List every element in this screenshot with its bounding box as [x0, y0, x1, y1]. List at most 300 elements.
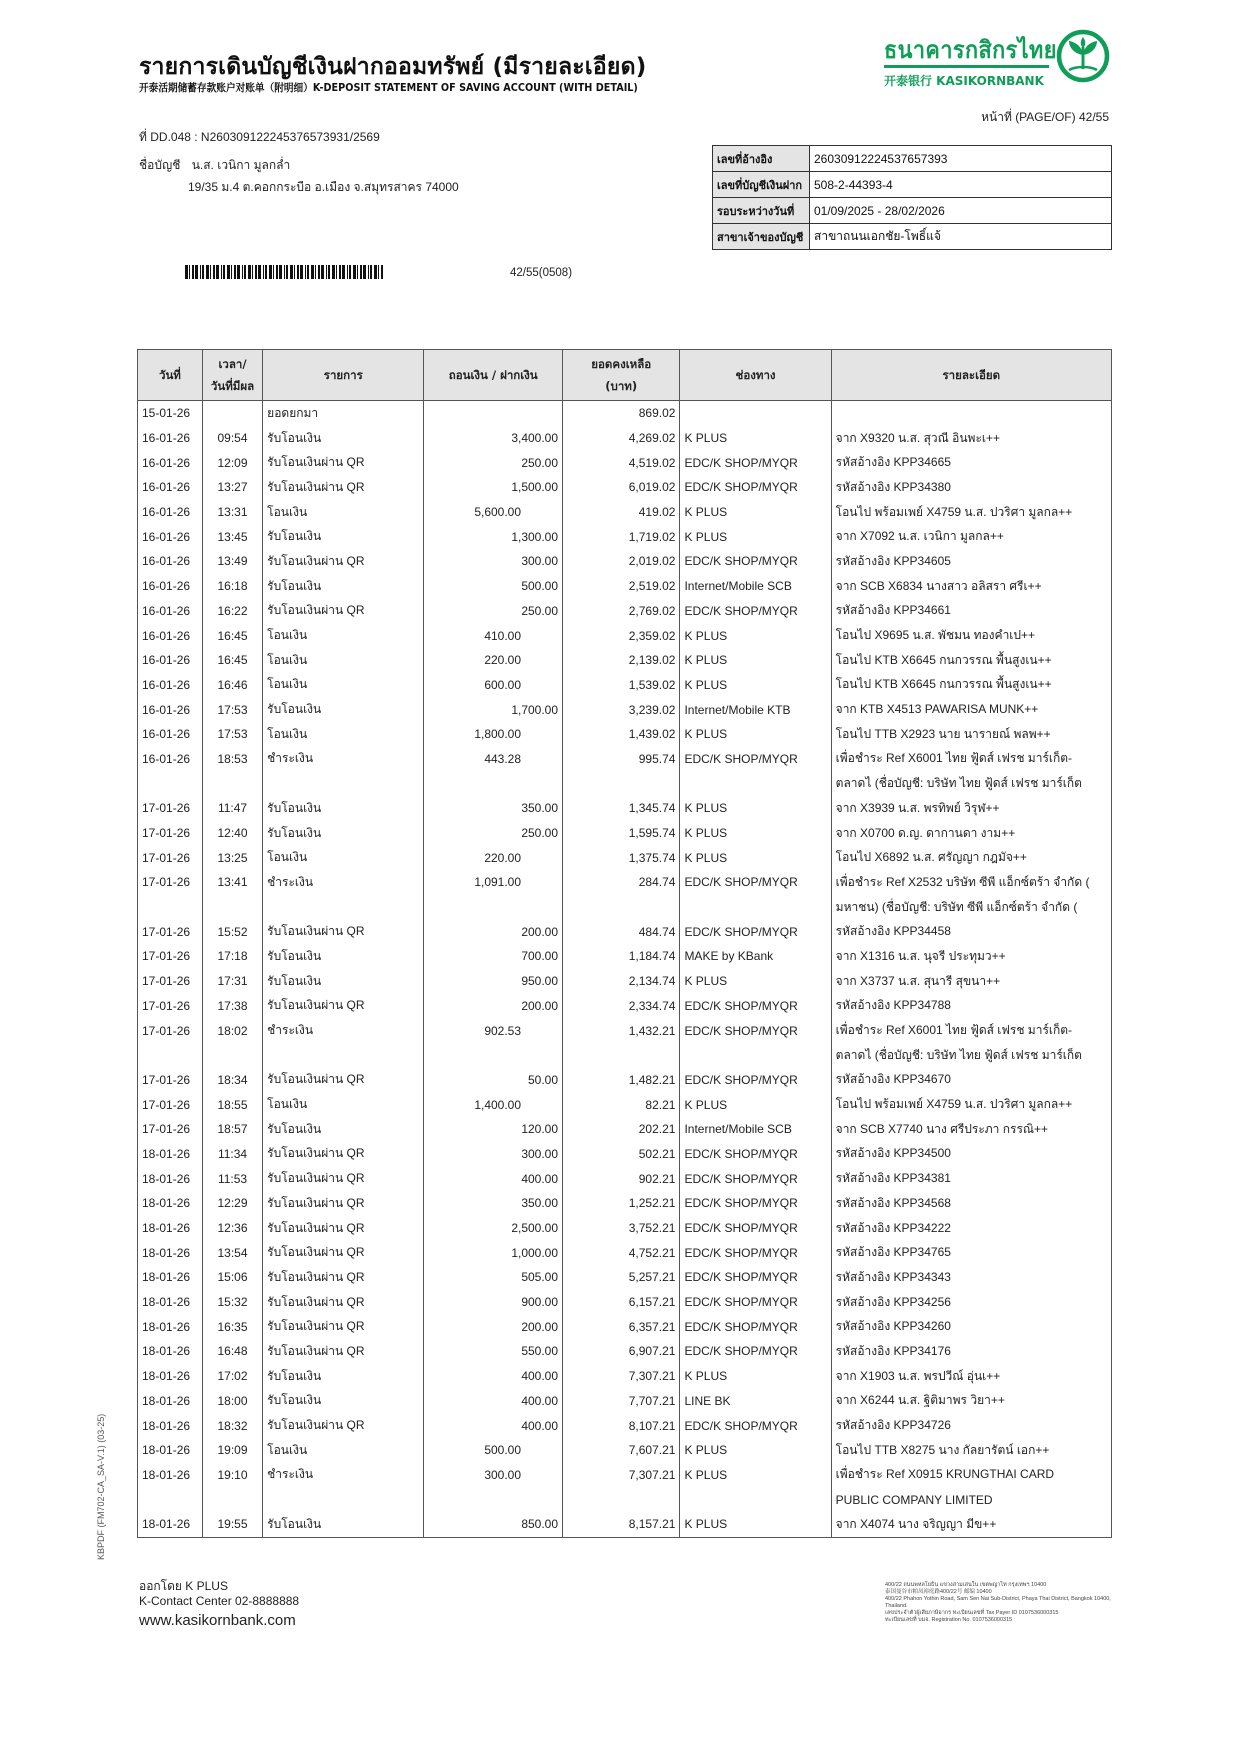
- row-balance: 1,595.74: [563, 821, 680, 846]
- info-value: สาขาถนนเอกชัย-โพธิ์แจ้: [810, 224, 1112, 250]
- row-amount: [424, 747, 563, 772]
- row-detail: โอนไป KTB X6645 กนกวรรณ พื้นสูงเน++: [831, 648, 1111, 673]
- row-time: 19:10: [202, 1463, 262, 1488]
- row-balance: 3,239.02: [563, 697, 680, 722]
- row-date: 16-01-26: [138, 426, 203, 451]
- row-date: 16-01-26: [138, 623, 203, 648]
- row-balance: 4,519.02: [563, 450, 680, 475]
- row-channel: K PLUS: [680, 1512, 831, 1537]
- row-item: รับโอนเงินผ่าน QR: [263, 1142, 424, 1167]
- empty-cell: [563, 771, 680, 796]
- empty-cell: [138, 771, 203, 796]
- row-channel: EDC/K SHOP/MYQR: [680, 870, 831, 895]
- document-number: ที่ DD.048 : N260309122245376573931/2569: [139, 130, 380, 144]
- row-deposit: 700.00: [521, 949, 559, 964]
- row-deposit: 1,700.00: [511, 702, 559, 717]
- row-channel: K PLUS: [680, 796, 831, 821]
- row-deposit: 3,400.00: [511, 431, 559, 446]
- row-detail-continued: PUBLIC COMPANY LIMITED: [831, 1487, 1111, 1512]
- barcode-bar: [210, 265, 211, 279]
- barcode-bar: [294, 265, 295, 279]
- row-time: 18:34: [202, 1068, 262, 1093]
- barcode-bar: [189, 265, 190, 279]
- row-time: 17:02: [202, 1364, 262, 1389]
- row-balance: 6,357.21: [563, 1314, 680, 1339]
- issued-by: ออกโดย K PLUS: [139, 1579, 228, 1593]
- row-channel: K PLUS: [680, 524, 831, 549]
- row-balance: 1,539.02: [563, 673, 680, 698]
- row-balance: 902.21: [563, 1166, 680, 1191]
- row-balance: 995.74: [563, 747, 680, 772]
- account-name-label: ชื่อบัญชี: [139, 158, 181, 172]
- row-deposit: 50.00: [528, 1072, 559, 1087]
- empty-cell: [202, 895, 262, 920]
- row-channel: MAKE by KBank: [680, 944, 831, 969]
- info-label: เลขที่อ้างอิง: [713, 146, 810, 172]
- row-channel: K PLUS: [680, 623, 831, 648]
- row-item: รับโอนเงินผ่าน QR: [263, 549, 424, 574]
- row-item: โอนเงิน: [263, 1438, 424, 1463]
- row-detail: โอนไป X6892 น.ส. ศรัญญา กฎมัจ++: [831, 845, 1111, 870]
- row-amount: [424, 969, 563, 994]
- row-date: 17-01-26: [138, 919, 203, 944]
- table-row: [138, 870, 1112, 895]
- row-deposit: 200.00: [521, 998, 559, 1013]
- barcode-bar: [353, 265, 356, 279]
- row-date: 18-01-26: [138, 1413, 203, 1438]
- row-channel: EDC/K SHOP/MYQR: [680, 1142, 831, 1167]
- row-date: 18-01-26: [138, 1166, 203, 1191]
- row-channel: K PLUS: [680, 845, 831, 870]
- empty-cell: [680, 771, 831, 796]
- empty-cell: [424, 1487, 563, 1512]
- row-withdraw: 500.00: [484, 1443, 522, 1458]
- row-deposit: 1,500.00: [511, 480, 559, 495]
- row-item: ชำระเงิน: [263, 747, 424, 772]
- row-amount: [424, 500, 563, 525]
- barcode-bar: [363, 265, 366, 279]
- row-item: รับโอนเงิน: [263, 1364, 424, 1389]
- row-detail: รหัสอ้างอิง KPP34765: [831, 1240, 1111, 1265]
- table-row: [138, 401, 1112, 426]
- row-detail: รหัสอ้างอิง KPP34222: [831, 1216, 1111, 1241]
- row-date: 17-01-26: [138, 944, 203, 969]
- table-row: [138, 994, 1112, 1019]
- row-time: 12:36: [202, 1216, 262, 1241]
- table-row: [138, 1339, 1112, 1364]
- row-withdraw: 443.28: [484, 751, 522, 766]
- row-channel: EDC/K SHOP/MYQR: [680, 747, 831, 772]
- table-row: [138, 969, 1112, 994]
- row-item: รับโอนเงินผ่าน QR: [263, 1166, 424, 1191]
- row-detail: เพื่อชำระ Ref X0915 KRUNGTHAI CARD: [831, 1463, 1111, 1488]
- row-balance: 1,432.21: [563, 1018, 680, 1043]
- row-balance: 2,139.02: [563, 648, 680, 673]
- row-detail: รหัสอ้างอิง KPP34343: [831, 1265, 1111, 1290]
- row-time: 16:45: [202, 623, 262, 648]
- row-item: รับโอนเงินผ่าน QR: [263, 1413, 424, 1438]
- row-item: รับโอนเงิน: [263, 697, 424, 722]
- barcode-bar: [357, 265, 358, 279]
- row-balance: 8,157.21: [563, 1512, 680, 1537]
- row-amount: [424, 1265, 563, 1290]
- table-row: [138, 1216, 1112, 1241]
- info-label: สาขาเจ้าของบัญชี: [713, 224, 810, 250]
- row-detail: เพื่อชำระ Ref X6001 ไทย ฟู้ดส์ เฟรช มาร์เก็ต-: [831, 747, 1111, 772]
- row-channel: Internet/Mobile SCB: [680, 1117, 831, 1142]
- row-withdraw: 300.00: [484, 1467, 522, 1482]
- table-row: [138, 1463, 1112, 1488]
- account-name: น.ส. เวนิกา มูลกล่ำ: [191, 158, 291, 172]
- row-time: 18:32: [202, 1413, 262, 1438]
- row-date: 16-01-26: [138, 500, 203, 525]
- table-row: [138, 1117, 1112, 1142]
- row-detail: โอนไป พร้อมเพย์ X4759 น.ส. ปวริศา มูลกล++: [831, 1092, 1111, 1117]
- empty-cell: [138, 1487, 203, 1512]
- barcode-bar: [213, 265, 215, 279]
- barcode-bar: [195, 265, 198, 279]
- row-detail: รหัสอ้างอิง KPP34726: [831, 1413, 1111, 1438]
- barcode-bar: [332, 265, 335, 279]
- row-item: รับโอนเงิน: [263, 821, 424, 846]
- row-detail: รหัสอ้างอิง KPP34605: [831, 549, 1111, 574]
- row-deposit: 120.00: [521, 1122, 559, 1137]
- barcode-bar: [265, 265, 267, 279]
- empty-cell: [263, 895, 424, 920]
- row-deposit: 250.00: [521, 455, 559, 470]
- row-item: โอนเงิน: [263, 673, 424, 698]
- bank-name-en: 开泰银行 KASIKORNBANK: [884, 74, 1044, 88]
- row-item: ชำระเงิน: [263, 1018, 424, 1043]
- barcode-bar: [297, 265, 299, 279]
- row-item: รับโอนเงินผ่าน QR: [263, 599, 424, 624]
- bank-website: www.kasikornbank.com: [139, 1612, 296, 1629]
- row-item: รับโอนเงิน: [263, 426, 424, 451]
- row-channel: EDC/K SHOP/MYQR: [680, 1166, 831, 1191]
- row-balance: 1,375.74: [563, 845, 680, 870]
- row-balance: 1,439.02: [563, 722, 680, 747]
- row-balance: 4,752.21: [563, 1240, 680, 1265]
- row-date: 17-01-26: [138, 1068, 203, 1093]
- row-time: [202, 401, 262, 426]
- empty-cell: [263, 1043, 424, 1068]
- row-amount: [424, 1068, 563, 1093]
- row-balance: 6,019.02: [563, 475, 680, 500]
- row-deposit: 300.00: [521, 554, 559, 569]
- table-row: [138, 1438, 1112, 1463]
- row-withdraw: 1,091.00: [474, 875, 522, 890]
- barcode-bar: [269, 265, 272, 279]
- barcode-bar: [342, 265, 345, 279]
- row-amount: [424, 1142, 563, 1167]
- row-withdraw: 220.00: [484, 653, 522, 668]
- row-detail: โอนไป KTB X6645 กนกวรรณ พื้นสูงเน++: [831, 673, 1111, 698]
- row-withdraw: 1,400.00: [474, 1097, 522, 1112]
- table-row: [138, 1191, 1112, 1216]
- table-row: [138, 796, 1112, 821]
- row-amount: [424, 697, 563, 722]
- barcode-bar: [237, 265, 240, 279]
- table-row-continuation: [138, 895, 1112, 920]
- row-channel: EDC/K SHOP/MYQR: [680, 475, 831, 500]
- bank-logo: [878, 28, 1116, 98]
- row-channel: K PLUS: [680, 722, 831, 747]
- row-time: 13:31: [202, 500, 262, 525]
- statement-title-en: 开泰活期储蓄存款账户对账单（附明细）K-DEPOSIT STATEMENT OF SAVING ACCOUNT (WITH DETAIL): [139, 82, 638, 94]
- header-time-line1: เวลา/: [218, 357, 247, 371]
- barcode-bar: [305, 265, 306, 279]
- table-row: [138, 500, 1112, 525]
- row-detail: จาก X4074 นาง จริญญา มีข++: [831, 1512, 1111, 1537]
- row-channel: EDC/K SHOP/MYQR: [680, 1339, 831, 1364]
- row-balance: 1,482.21: [563, 1068, 680, 1093]
- table-row: [138, 524, 1112, 549]
- row-deposit: 400.00: [521, 1393, 559, 1408]
- row-detail: จาก X9320 น.ส. สุวณี อินพะเ++: [831, 426, 1111, 451]
- barcode-bar: [263, 265, 264, 279]
- row-deposit: 950.00: [521, 974, 559, 989]
- row-time: 17:18: [202, 944, 262, 969]
- row-channel: EDC/K SHOP/MYQR: [680, 1265, 831, 1290]
- barcode-bar: [279, 265, 282, 279]
- row-item: รับโอนเงินผ่าน QR: [263, 919, 424, 944]
- row-time: 13:45: [202, 524, 262, 549]
- barcode-bar: [378, 265, 379, 279]
- row-detail: เพื่อชำระ Ref X6001 ไทย ฟู้ดส์ เฟรช มาร์เก็ต-: [831, 1018, 1111, 1043]
- row-amount: [424, 450, 563, 475]
- row-item: รับโอนเงิน: [263, 524, 424, 549]
- row-amount: [424, 1512, 563, 1537]
- row-time: 15:06: [202, 1265, 262, 1290]
- row-detail: จาก X1903 น.ส. พรปวีณ์ อุ่นเ++: [831, 1364, 1111, 1389]
- row-deposit: 400.00: [521, 1418, 559, 1433]
- barcode-bar: [290, 265, 293, 279]
- barcode-bar: [221, 265, 222, 279]
- row-amount: [424, 1413, 563, 1438]
- row-date: 18-01-26: [138, 1339, 203, 1364]
- row-amount: [424, 1092, 563, 1117]
- table-row: [138, 599, 1112, 624]
- empty-cell: [680, 1043, 831, 1068]
- kasikorn-leaf-icon: [1056, 29, 1110, 83]
- barcode-bar: [300, 265, 303, 279]
- row-date: 18-01-26: [138, 1389, 203, 1414]
- row-amount: [424, 821, 563, 846]
- barcode-bar: [273, 265, 274, 279]
- table-row: [138, 1240, 1112, 1265]
- row-amount: [424, 673, 563, 698]
- row-channel: Internet/Mobile SCB: [680, 574, 831, 599]
- row-time: 17:31: [202, 969, 262, 994]
- row-time: 18:02: [202, 1018, 262, 1043]
- row-balance: 6,907.21: [563, 1339, 680, 1364]
- row-date: 18-01-26: [138, 1216, 203, 1241]
- table-header-row: [138, 350, 1112, 401]
- row-date: 16-01-26: [138, 697, 203, 722]
- row-amount: [424, 1018, 563, 1043]
- row-item: รับโอนเงิน: [263, 1117, 424, 1142]
- table-row: [138, 1512, 1112, 1537]
- row-date: 16-01-26: [138, 722, 203, 747]
- row-date: 18-01-26: [138, 1191, 203, 1216]
- row-balance: 82.21: [563, 1092, 680, 1117]
- barcode-bar: [231, 265, 232, 279]
- row-channel: K PLUS: [680, 969, 831, 994]
- row-date: 16-01-26: [138, 475, 203, 500]
- row-time: 18:00: [202, 1389, 262, 1414]
- row-balance: 3,752.21: [563, 1216, 680, 1241]
- row-detail: จาก KTB X4513 PAWARISA MUNK++: [831, 697, 1111, 722]
- row-date: 18-01-26: [138, 1240, 203, 1265]
- row-detail: รหัสอ้างอิง KPP34381: [831, 1166, 1111, 1191]
- table-row: [138, 845, 1112, 870]
- row-amount: [424, 722, 563, 747]
- row-time: 11:34: [202, 1142, 262, 1167]
- row-item: รับโอนเงินผ่าน QR: [263, 1191, 424, 1216]
- row-balance: 1,184.74: [563, 944, 680, 969]
- barcode-bar: [311, 265, 314, 279]
- table-row: [138, 1068, 1112, 1093]
- fineprint-line: 400/22 ถนนพหลโยธิน แขวงสามเสนใน เขตพญาไท กรุงเทพฯ 10400: [885, 1582, 1047, 1588]
- row-date: 17-01-26: [138, 821, 203, 846]
- barcode-bar: [234, 265, 236, 279]
- header-item: รายการ: [263, 350, 424, 401]
- empty-cell: [263, 1487, 424, 1512]
- row-deposit: 200.00: [521, 924, 559, 939]
- row-detail: รหัสอ้างอิง KPP34256: [831, 1290, 1111, 1315]
- barcode-bar: [360, 265, 362, 279]
- row-detail: รหัสอ้างอิง KPP34670: [831, 1068, 1111, 1093]
- row-date: 17-01-26: [138, 1117, 203, 1142]
- barcode-bar: [328, 265, 330, 279]
- row-date: 18-01-26: [138, 1463, 203, 1488]
- header-date: วันที่: [138, 350, 203, 401]
- row-channel: K PLUS: [680, 500, 831, 525]
- row-amount: [424, 1290, 563, 1315]
- row-deposit: 1,000.00: [511, 1245, 559, 1260]
- row-item: ยอดยกมา: [263, 401, 424, 426]
- row-detail: รหัสอ้างอิง KPP34665: [831, 450, 1111, 475]
- barcode-bar: [370, 265, 372, 279]
- row-channel: K PLUS: [680, 1463, 831, 1488]
- row-detail: รหัสอ้างอิง KPP34458: [831, 919, 1111, 944]
- row-detail-continued: ตลาดไ (ชื่อบัญชี: บริษัท ไทย ฟู้ดส์ เฟรช มาร์เก็ต: [831, 1043, 1111, 1068]
- empty-cell: [563, 895, 680, 920]
- header-balance-line1: ยอดคงเหลือ: [591, 357, 652, 371]
- fineprint-line: ทะเบียนเลขที่ บมจ. Registration No. 0107536000315: [885, 1617, 1013, 1623]
- row-detail: [831, 401, 1111, 426]
- row-channel: EDC/K SHOP/MYQR: [680, 1290, 831, 1315]
- info-row: [713, 146, 1112, 172]
- row-time: 15:32: [202, 1290, 262, 1315]
- row-date: 17-01-26: [138, 994, 203, 1019]
- barcode-bar: [374, 265, 377, 279]
- row-deposit: 300.00: [521, 1146, 559, 1161]
- row-balance: 8,107.21: [563, 1413, 680, 1438]
- row-date: 17-01-26: [138, 1092, 203, 1117]
- row-deposit: 350.00: [521, 1196, 559, 1211]
- row-balance: 502.21: [563, 1142, 680, 1167]
- row-withdraw: 600.00: [484, 677, 522, 692]
- row-withdraw: 220.00: [484, 850, 522, 865]
- table-row: [138, 944, 1112, 969]
- empty-cell: [424, 895, 563, 920]
- row-deposit: 2,500.00: [511, 1221, 559, 1236]
- header-detail: รายละเอียด: [831, 350, 1111, 401]
- barcode-bar: [258, 265, 261, 279]
- row-channel: K PLUS: [680, 1364, 831, 1389]
- barcode-bar: [227, 265, 230, 279]
- row-balance: 1,345.74: [563, 796, 680, 821]
- row-amount: [424, 944, 563, 969]
- table-row: [138, 450, 1112, 475]
- row-time: 11:47: [202, 796, 262, 821]
- info-value: 01/09/2025 - 28/02/2026: [810, 198, 1112, 224]
- row-date: 17-01-26: [138, 845, 203, 870]
- barcode-bar: [244, 265, 246, 279]
- row-amount: [424, 1364, 563, 1389]
- info-label: เลขที่บัญชีเงินฝาก: [713, 172, 810, 198]
- row-time: 13:41: [202, 870, 262, 895]
- row-item: โอนเงิน: [263, 1092, 424, 1117]
- row-amount: [424, 1117, 563, 1142]
- barcode-bar: [318, 265, 320, 279]
- row-item: รับโอนเงิน: [263, 1512, 424, 1537]
- header-balance: [563, 350, 680, 401]
- bank-name-th: ธนาคารกสิกรไทย: [884, 36, 1057, 64]
- table-row: [138, 1265, 1112, 1290]
- row-item: โอนเงิน: [263, 500, 424, 525]
- empty-cell: [563, 1487, 680, 1512]
- row-channel: EDC/K SHOP/MYQR: [680, 994, 831, 1019]
- row-detail: รหัสอ้างอิง KPP34500: [831, 1142, 1111, 1167]
- barcode-bar: [202, 265, 204, 279]
- table-row: [138, 919, 1112, 944]
- row-amount: [424, 524, 563, 549]
- barcode-bar: [216, 265, 219, 279]
- row-time: 12:29: [202, 1191, 262, 1216]
- row-date: 18-01-26: [138, 1438, 203, 1463]
- row-date: 16-01-26: [138, 673, 203, 698]
- row-date: 16-01-26: [138, 747, 203, 772]
- row-amount: [424, 1463, 563, 1488]
- row-amount: [424, 549, 563, 574]
- row-amount: [424, 796, 563, 821]
- row-withdraw: 902.53: [484, 1023, 522, 1038]
- table-row: [138, 722, 1112, 747]
- row-date: 16-01-26: [138, 648, 203, 673]
- row-item: รับโอนเงิน: [263, 796, 424, 821]
- row-balance: 2,359.02: [563, 623, 680, 648]
- row-withdraw: 410.00: [484, 628, 522, 643]
- row-detail: โอนไป X9695 น.ส. พัชมน ทองคำเป++: [831, 623, 1111, 648]
- table-row: [138, 1018, 1112, 1043]
- row-time: 18:55: [202, 1092, 262, 1117]
- barcode-bar: [242, 265, 243, 279]
- row-deposit: 550.00: [521, 1344, 559, 1359]
- row-time: 09:54: [202, 426, 262, 451]
- row-amount: [424, 1166, 563, 1191]
- barcode-bar: [200, 265, 201, 279]
- row-channel: EDC/K SHOP/MYQR: [680, 549, 831, 574]
- table-row: [138, 1166, 1112, 1191]
- row-date: 17-01-26: [138, 1018, 203, 1043]
- table-row: [138, 648, 1112, 673]
- row-date: 16-01-26: [138, 549, 203, 574]
- row-amount: [424, 475, 563, 500]
- fineprint-line: 400/22 Phahon Yothin Road, Sam Sen Nai Sub-District, Phaya Thai District, Bangkok 10400, Thailand.: [885, 1596, 1111, 1609]
- table-row: [138, 1290, 1112, 1315]
